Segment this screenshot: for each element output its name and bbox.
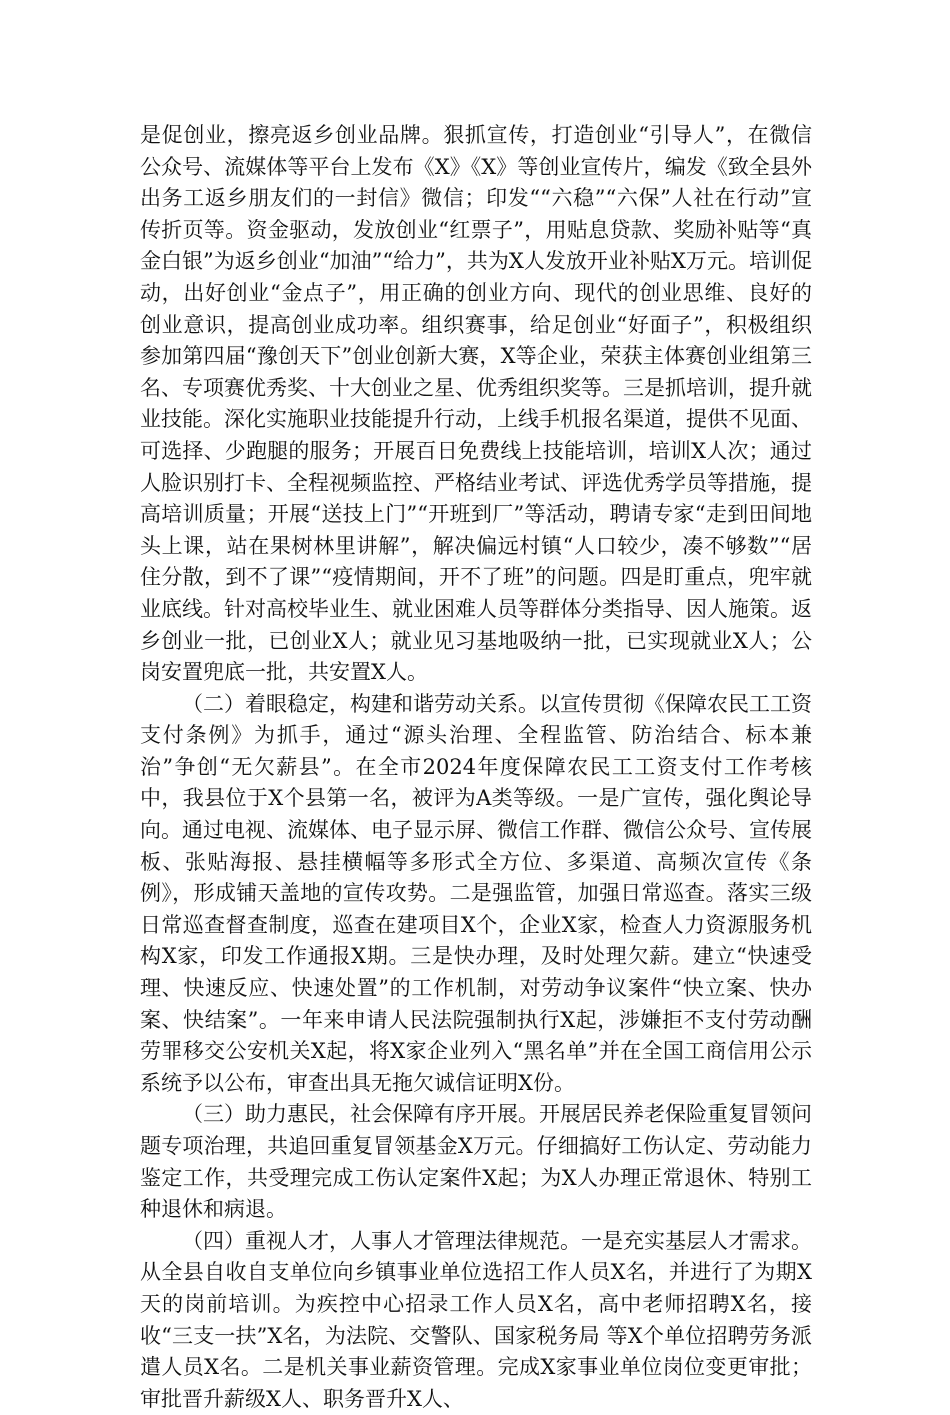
paragraph-entrepreneurship: 是促创业，擦亮返乡创业品牌。狠抓宣传，打造创业“引导人”，在微信公众号、流媒体等平台上发布《X》《X》等创业宣传片，编发《致全县外出务工返乡朋友们的一封信》微信；印发““六稳”“六保”人社在行动”宣传折页等。资金驱动，发放创业“红票子”，用贴息贷款、奖励补贴等“真金白银”为返乡创业“加油”“给力”，共为X人发放开业补贴X万元。培训促动，出好创业“金点子”，用正确的创业方向、现代的创业思维、良好的创业意识，提高创业成功率。组织赛事，给足创业“好面子”，积极组织参加第四届“豫创天下”创业创新大赛，X等企业，荣获主体赛创业组第三名、专项赛优秀奖、十大创业之星、优秀组织奖等。三是抓培训，提升就业技能。深化实施职业技能提升行动，上线手机报名渠道，提供不见面、可选择、少跑腿的服务；开展百日免费线上技能培训，培训X人次；通过人脸识别打卡、全程视频监控、严格结业考试、评选优秀学员等措施，提高培训质量；开展“送技上门”“开班到厂”等活动，聘请专家“走到田间地头上课，站在果树林里讲解”，解决偏远村镇“人口较少，凑不够数”“居住分散，到不了课”“疫情期间，开不了班”的问题。四是盯重点，兜牢就业底线。针对高校毕业生、就业困难人员等群体分类指导、因人施策。返乡创业一批，已创业X人；就业见习基地吸纳一批，已实现就业X人；公岗安置兜底一批，共安置X人。	[140, 123, 812, 685]
paragraph-social-security: （三）助力惠民，社会保障有序开展。开展居民养老保险重复冒领问题专项治理，共追回重复冒领基金X万元。仔细搞好工伤认定、劳动能力鉴定工作，共受理完成工伤认定案件X起；为X人办理正常退休、特别工种退休和病退。	[140, 1102, 812, 1222]
document-body	[140, 120, 812, 1415]
paragraph-talent-management: （四）重视人才，人事人才管理法律规范。一是充实基层人才需求。从全县自收自支单位向乡镇事业单位选招工作人员X名，并进行了为期X天的岗前培训。为疾控中心招录工作人员X名，高中老师招聘X名，接收“三支一扶”X名，为法院、交警队、国家税务局 等X个单位招聘劳务派遣人员X名。二是机关事业薪资管理。完成X家事业单位岗位变更审批；审批晋升薪级X人、职务晋升X人、	[140, 1228, 812, 1411]
paragraph-labor-relations: （二）着眼稳定，构建和谐劳动关系。以宣传贯彻《保障农民工工资支付条例》为抓手，通过“源头治理、全程监管、防治结合、标本兼治”争创“无欠薪县”。在全市2024年度保障农民工工资支付工作考核中，我县位于X个县第一名，被评为A类等级。一是广宣传，强化舆论导向。通过电视、流媒体、电子显示屏、微信工作群、微信公众号、宣传展板、张贴海报、悬挂横幅等多形式全方位、多渠道、高频次宣传《条例》，形成铺天盖地的宣传攻势。二是强监管，加强日常巡查。落实三级日常巡查督查制度，巡查在建项目X个，企业X家，检查人力资源服务机构X家，印发工作通报X期。三是快办理，及时处理欠薪。建立“快速受理、快速反应、快速处置”的工作机制，对劳动争议案件“快立案、快办案、快结案”。一年来申请人民法院强制执行X起，涉嫌拒不支付劳动酬劳罪移交公安机关X起，将X家企业列入“黑名单”并在全国工商信用公示系统予以公布，审查出具无拖欠诚信证明X份。	[140, 691, 812, 1095]
